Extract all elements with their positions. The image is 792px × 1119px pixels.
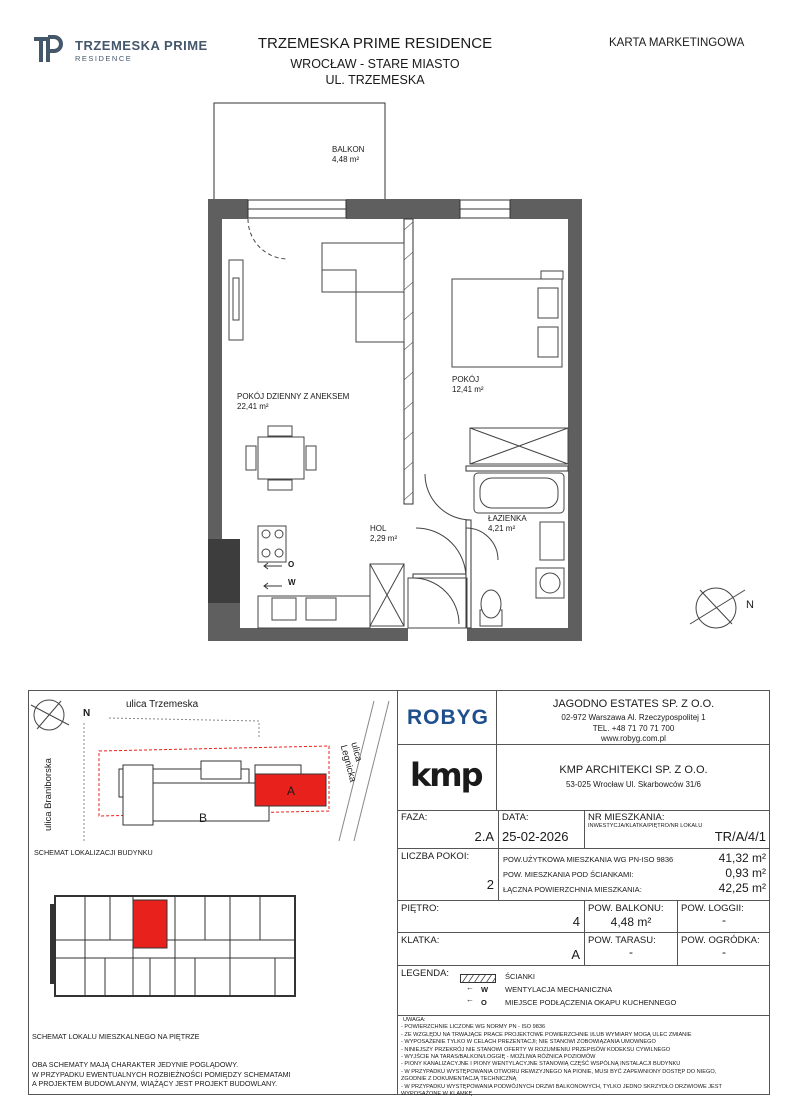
legend-o-arrow-icon: ←: [466, 995, 474, 1004]
location-map: [29, 691, 397, 841]
date-label: DATA:: [502, 812, 529, 823]
compass-map-n-label: N: [83, 708, 91, 719]
staircase-value: A: [571, 947, 580, 962]
street-line: UL. TRZEMESKA: [325, 73, 425, 87]
unit-number-sublabel: INWESTYCJA/KLATKA/PIĘTRO/NR LOKALU: [588, 823, 703, 829]
floor-schema: [45, 888, 305, 1003]
compass-n-label: N: [746, 599, 754, 611]
rooms-value: 2: [486, 877, 494, 892]
under-walls-area-value: 0,93 m²: [725, 866, 766, 880]
developer-info: JAGODNO ESTATES SP. Z O.O. 02-972 Warszawa Al. Rzeczypospolitej 1 TEL. +48 71 70 71 700 www.robyg.com.pl: [552, 698, 715, 743]
total-area-label: ŁĄCZNA POWIERZCHNIA MIESZKANIA:: [503, 885, 642, 894]
vent-o-marker: O: [288, 560, 295, 569]
staircase-label: KLATKA:: [401, 935, 440, 946]
hall-label: HOL 2,29 m²: [370, 524, 398, 543]
loggia-area-value: -: [722, 913, 726, 927]
floor-schema-footnote: OBA SCHEMATY MAJĄ CHARAKTER JEDYNIE POGLĄDOWY. W PRZYPADKU EWENTUALNYCH ROZBIEŻNOŚCI POMIĘDZY SCHEMATAMI A PROJEKTEM BUDOWLANYM, WIĄŻĄCY JEST PROJEKT BUDOWLANY.: [32, 1060, 291, 1088]
kmp-logo: kmp: [410, 756, 482, 794]
notes-block: UWAGA: - POWIERZCHNIE LICZONE WG NORMY PN - ISO 9836 - ZE WZGLĘDU NA TRWAJĄCE PRACE PROJEKTOWE POWIERZCHNIE I/LUB WYMIARY MOGĄ ULEC ZMIANIE - WYPOSAŻENIE TYLKO W CELACH PREZENTACJI; NIE STANOWI ZOBOWIĄZANIA UMOWNEGO - NINIEJSZY PRZEKRÓJ NIE STANOWI OFERTY W ROZUMIENIU PRZEPISÓW KODEKSU CYWILNEGO - WYJŚCIE NA TARAS/BALKON/LOGGIĘ - MOŻLIWA RÓŻNICA POZIOMÓW - PIONY KANALIZACYJNE I PIONY WENTYLACYJNE STANOWIĄ CZĘŚĆ WSPÓLNĄ INSTALACJI BUDYNKU - W PRZYPADKU WYSTĘPOWANIA OTWORU REWIZYJNEGO NA PIONIE, MUSI BYĆ ZAPEWNIONY DOSTĘP DO NIEGO, ZGODNIE Z DOKUMENTACJĄ TECHNICZNĄ - W PRZYPADKU WYSTĘPOWANIA PODWÓJNYCH DRZWI BALKONOWYCH, TYLKO JEDNO SKRZYDŁO DRZWIOWE JEST WYPOSAŻONE W KLAMKĘ: [401, 1017, 722, 1098]
living-room-label: POKÓJ DZIENNY Z ANEKSEM 22,41 m²: [237, 392, 350, 411]
building-a-label: A: [287, 784, 296, 798]
legend-w-key: W: [481, 985, 489, 994]
usable-area-value: 41,32 m²: [718, 851, 766, 865]
brand-subtitle: RESIDENCE: [75, 54, 133, 63]
garden-area-label: POW. OGRÓDKA:: [681, 935, 760, 946]
robyg-logo: ROBYG: [407, 706, 490, 729]
phase-value: 2.A: [474, 829, 494, 844]
building-b-label: B: [199, 811, 208, 825]
balcony-area-value: 4,48 m²: [610, 915, 652, 929]
street-top-label: ulica Trzemeska: [126, 699, 199, 710]
bedroom-label: POKÓJ 12,41 m²: [452, 375, 484, 394]
vent-w-marker: W: [288, 578, 296, 587]
legend-label: LEGENDA:: [401, 968, 450, 979]
floor-label: PIĘTRO:: [401, 903, 440, 914]
brand-name: TRZEMESKA PRIME: [75, 38, 208, 53]
location-caption: SCHEMAT LOKALIZACJI BUDYNKU: [34, 848, 153, 857]
balcony-label: BALKON 4,48 m²: [332, 145, 365, 164]
floor-schema-caption: SCHEMAT LOKALU MIESZKALNEGO NA PIĘTRZE: [32, 1032, 200, 1041]
legend-w-text: WENTYLACJA MECHANICZNA: [505, 985, 613, 994]
hatch-swatch-icon: [460, 970, 496, 979]
legend-o-text: MIEJSCE PODŁĄCZENIA OKAPU KUCHENNEGO: [505, 998, 677, 1007]
terrace-area-value: -: [629, 945, 633, 959]
location-line: WROCŁAW - STARE MIASTO: [290, 57, 460, 71]
unit-number-label: NR MIESZKANIA:: [588, 812, 665, 823]
usable-area-label: POW.UŻYTKOWA MIESZKANIA WG PN-ISO 9836: [503, 855, 674, 864]
document-type: KARTA MARKETINGOWA: [609, 37, 745, 49]
legend-o-key: O: [481, 998, 487, 1007]
under-walls-area-label: POW. MIESZKANIA POD ŚCIANKAMI:: [503, 870, 634, 879]
unit-number-value: TR/A/4/1: [714, 829, 766, 844]
loggia-area-label: POW. LOGGII:: [681, 903, 744, 914]
terrace-area-label: POW. TARASU:: [588, 935, 656, 946]
street-left-label: ulica Braniborska: [43, 758, 54, 831]
document-title: TRZEMESKA PRIME RESIDENCE: [257, 35, 493, 52]
floor-value: 4: [572, 914, 580, 929]
date-value: 25-02-2026: [502, 829, 569, 844]
total-area-value: 42,25 m²: [718, 881, 766, 895]
rooms-label: LICZBA POKOI:: [401, 851, 470, 862]
phase-label: FAZA:: [401, 812, 428, 823]
bathroom-label: ŁAZIENKA 4,21 m²: [488, 514, 527, 533]
legend-walls-text: ŚCIANKI: [505, 972, 536, 981]
legend-w-arrow-icon: ←: [466, 983, 474, 992]
balcony-area-label: POW. BALKONU:: [588, 903, 664, 914]
street-right-label: ulica Legnicka: [337, 741, 365, 784]
architect-info: KMP ARCHITEKCI SP. Z O.O. 53-025 Wrocław Ul. Skarbowców 31/6: [559, 764, 708, 789]
garden-area-value: -: [722, 945, 726, 959]
